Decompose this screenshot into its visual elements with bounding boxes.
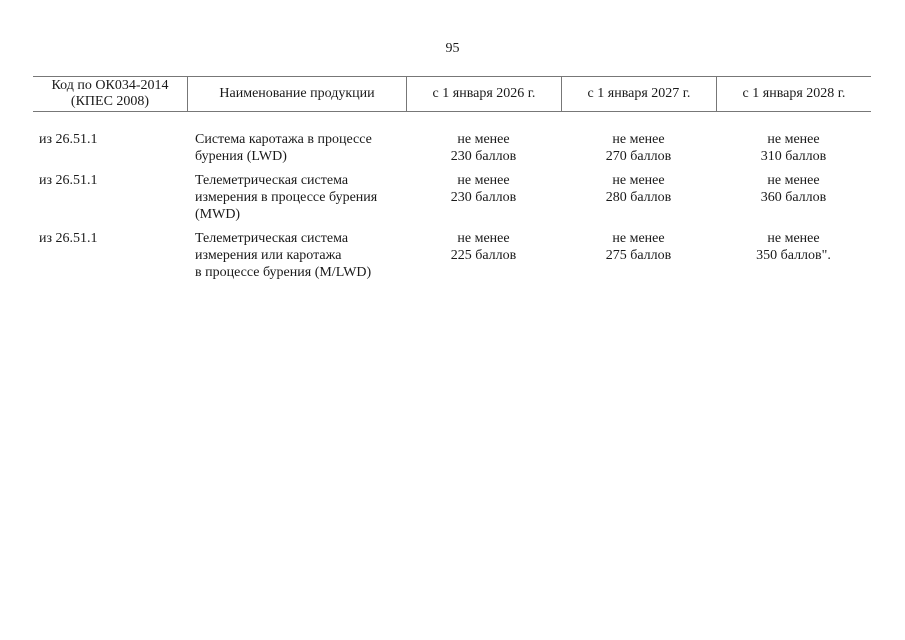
row-product-name: Телеметрическая система измерения или каротажа в процессе бурения (M/LWD) <box>195 231 372 280</box>
row-value-2028: не менее 310 баллов <box>760 132 827 164</box>
row-value-2027: не менее 280 баллов <box>605 173 672 205</box>
row-value-2028: не менее 360 баллов <box>760 173 827 205</box>
table-row <box>33 172 871 223</box>
table-row <box>33 131 871 165</box>
header-2028: с 1 января 2028 г. <box>716 77 871 111</box>
row-value-2026: не менее 230 баллов <box>450 173 517 205</box>
page-number: 95 <box>445 41 460 56</box>
header-code: Код по ОК034-2014 (КПЕС 2008) <box>51 78 169 109</box>
header-2026: с 1 января 2026 г. <box>406 77 561 111</box>
row-code: из 26.51.1 <box>39 173 98 188</box>
table-header <box>33 76 871 112</box>
row-product-name: Телеметрическая система измерения в процессе бурения (MWD) <box>195 173 378 222</box>
row-value-2026: не менее 230 баллов <box>450 132 517 164</box>
product-requirements-table <box>33 76 871 281</box>
row-code: из 26.51.1 <box>39 231 98 246</box>
row-value-2027: не менее 275 баллов <box>605 231 672 263</box>
row-value-2028: не менее 350 баллов". <box>756 231 831 263</box>
row-value-2026: не менее 225 баллов <box>450 231 517 263</box>
row-product-name: Система каротажа в процессе бурения (LWD) <box>195 132 372 164</box>
row-value-2027: не менее 270 баллов <box>605 132 672 164</box>
table-row <box>33 230 871 281</box>
row-code: из 26.51.1 <box>39 132 98 147</box>
header-product-name: Наименование продукции <box>187 77 406 111</box>
header-2027: с 1 января 2027 г. <box>561 77 716 111</box>
table-body <box>33 131 871 281</box>
